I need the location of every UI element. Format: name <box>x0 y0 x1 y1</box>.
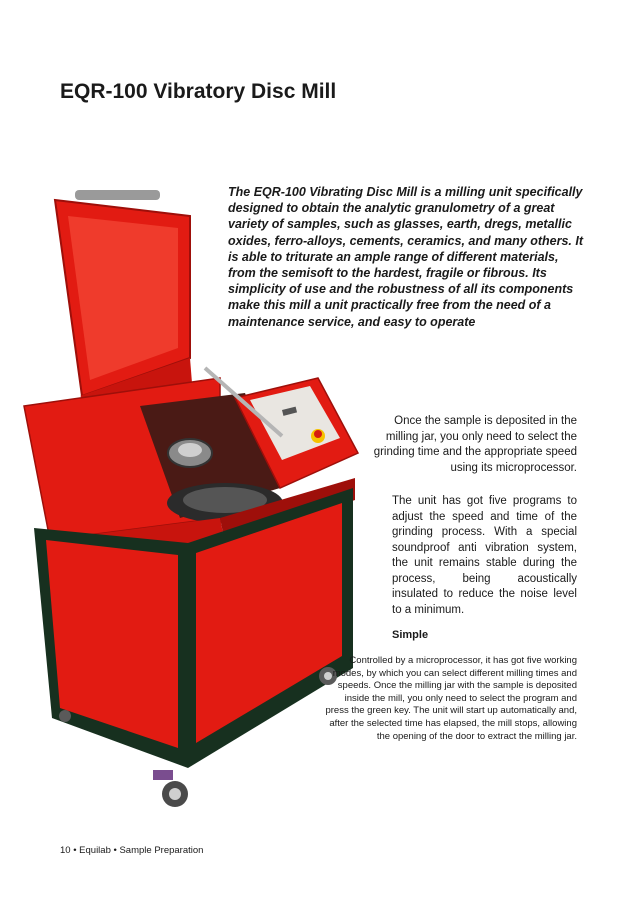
paragraph-2: The unit has got five programs to adjust the speed and time of the grinding process. With a special soundproof anti vibration system, the unit remains stable during the process, being acoustically insulated to reduce the noise level to a minimum. <box>392 495 577 616</box>
page-footer: 10 • Equilab • Sample Preparation <box>60 845 204 856</box>
intro-paragraph: The EQR-100 Vibrating Disc Mill is a milling unit specifically designed to obtain the analytic granulometry of a great variety of samples, such as glasses, earth, dregs, metallic oxides, ferro-alloys, cements, ceramics, and many others. It is able to triturate an ample range of different materials, from the semisoft to the hardest, fragile or fibrous. Its simplicity of use and the robustness of all its components make this mill a unit practically free from the need of a maintenance service, and easy to operate <box>228 185 583 329</box>
page-title: EQR-100 Vibratory Disc Mill <box>60 80 337 103</box>
lid-handle <box>75 190 160 200</box>
wheel <box>59 710 71 722</box>
disc-mill-photo <box>20 188 365 813</box>
simple-paragraph: Controlled by a microprocessor, it has got five working modes, by which you can select different milling times and speeds. Once the milling jar with the sample is deposited inside the mill, you only need to select the program and press the green key. The unit will start up automatically and, after the selected time has elapsed, the mill stops, allowing the opening of the door to extract the milling jar. <box>325 655 577 742</box>
simple-heading: Simple <box>392 629 429 641</box>
paragraph-1: Once the sample is deposited in the milling jar, you only need to select the grinding time and the appropriate speed using its microprocessor. <box>373 415 577 474</box>
